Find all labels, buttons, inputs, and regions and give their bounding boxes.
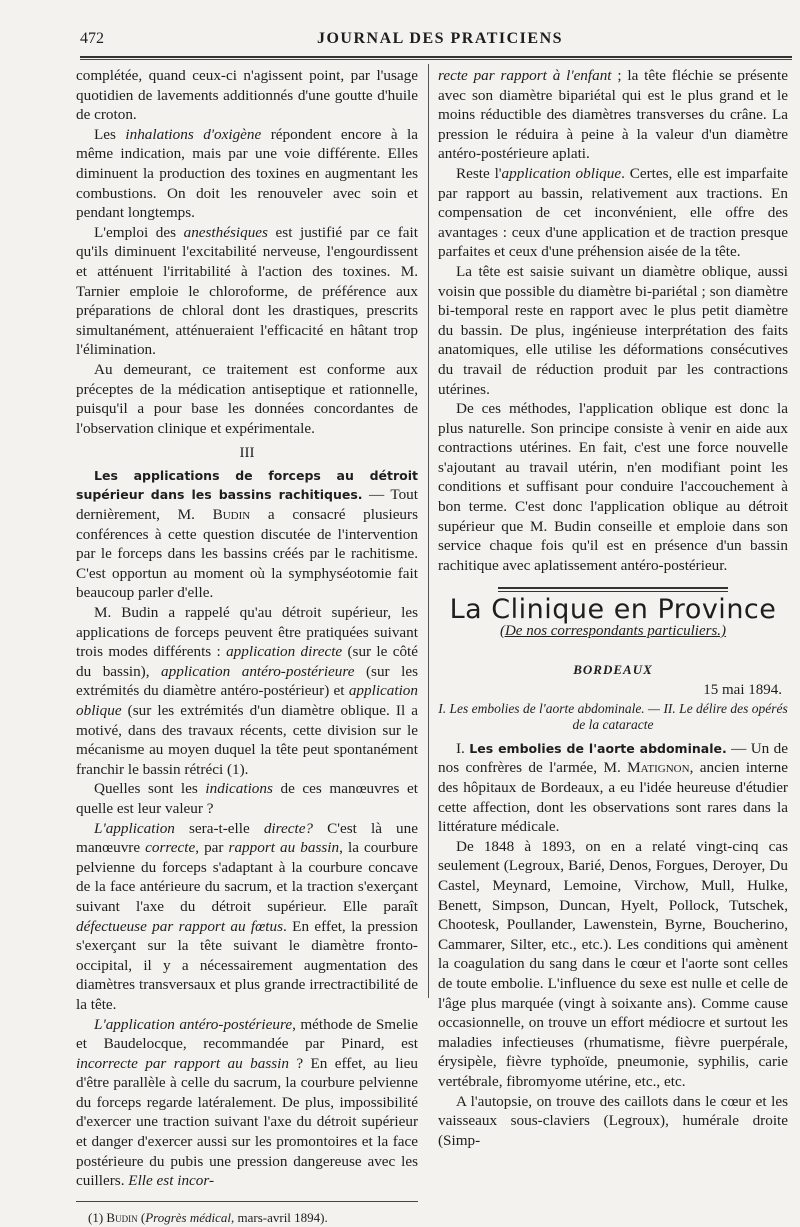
paragraph: complétée, quand ceux-ci n'agissent point, par l'usage quotidien de lavements additionnés d'une goutte d'huile de croton. xyxy=(76,67,418,124)
paragraph: Quelles sont les indications de ces manœuvres et quelle est leur valeur ? xyxy=(76,780,418,817)
header-rule-thin xyxy=(80,59,792,60)
paragraph: L'emploi des anesthésiques est justifié par ce fait qu'ils diminuent l'excitabilité nerveuse, l'engourdissent et atténuent l'irritabilité à l'action des toxines. M. Tarnier emploie le chloroforme, de préférence aux préparations de chloral dont les drastiques, prescrits simultanément, atténueraient l'efficacité en hâtant trop l'élimination. xyxy=(76,223,418,359)
paragraph: La tête est saisie suivant un diamètre oblique, aussi voisin que possible du diamètre bi-pariétal ; son diamètre bi-temporal reste en rapport avec le plus petit diamètre du bassin. De plus, ingénieuse interprétation des faits anatomiques, elle utilise les déformations consécutives du travail de réduction produit par les contractions utérines. xyxy=(438,262,788,398)
paragraph: recte par rapport à l'enfant ; la tête fléchie se présente avec son diamètre bipariétal qui est le plus grand et le moins réductible des diamètres transverses du crâne. La pression le réduira à peine à la valeur d'un diamètre antéro-postérieure aplati. xyxy=(438,67,788,163)
paragraph: Les applications de forceps au détroit supérieur dans les bassins rachitiques. — Tout dernièrement, M. Budin a consacré plusieurs conférences à cette question discutée de l'intervention par le forceps dans les bassins créés par le rachitisme. C'est opportun au moment où la symphyséotomie fait beaucoup parler d'elle. xyxy=(76,467,418,602)
place-heading: BORDEAUX xyxy=(573,661,653,677)
right-column xyxy=(438,66,788,1149)
article-contents: I. Les embolies de l'aorte abdominale. — II. Le délire des opérés de la cataracte xyxy=(438,700,788,732)
paragraph: L'application antéro-postérieure, méthode de Smelie et Baudelocque, recommandée par Pinard, est incorrecte par rapport au bassin ? En effet, au lieu d'être parallèle à celle du sacrum, la courbure pelvienne du forceps regarde latéralement. De plus, impossibilité d'exercer une traction suivant l'axe du détroit supérieur et danger d'exercer aussi sur les promontoires et la face postérieure du pubis une pression dangereuse avec les cuillers. Elle est incor- xyxy=(76,1015,418,1190)
paragraph: M. Budin a rappelé qu'au détroit supérieur, les applications de forceps peuvent être pratiquées suivant trois modes différents : application directe (sur le côté du bassin), application antéro-postérieure (sur les extrémités du diamètre antéro-postérieur) et application oblique (sur les extrémités d'un diamètre oblique. Il a motivé, dans des travaux récents, cette division sur le mécanisme au moyen duquel la tête peut spontanément franchir le bassin rétréci (1). xyxy=(76,604,418,778)
footnote: (1) Budin (Progrès médical, mars-avril 1894). xyxy=(88,1209,328,1225)
article-heading: Les applications de forceps au détroit supérieur dans les bassins rachitiques. xyxy=(76,467,418,503)
section-number: III xyxy=(239,445,255,462)
section-title: La Clinique en Province xyxy=(449,594,777,626)
article-heading: Les embolies de l'aorte abdominale. xyxy=(469,740,727,756)
paragraph: L'application sera-t-elle directe? C'est là une manœuvre correcte, par rapport au bassin, la courbure pelvienne du forceps s'adaptant à la courbure concave de la face antérieure du sacrum, et la traction s'exerçant suivant l'axe du détroit supérieur. Elle paraît défectueuse par rapport au fœtus. En effet, la pression s'exerçant sur la tête suivant le diamètre fronto-occipital, il y a nécessairement augmentation des diamètres transversaux et plus grande irrectractibilité de la tête. xyxy=(76,819,419,1013)
paragraph: De ces méthodes, l'application oblique est donc la plus naturelle. Son principe consiste à venir en aide aux contractions utérines. En fait, c'est une force nouvelle s'ajoutant au travail utérin, n'en modifiant point les conditions et suffisant pour conduire l'accouchement à bon terme. C'est donc l'application oblique au détroit supérieur que M. Budin conseille et emploie dans son service chaque fois qu'il est en présence d'un bassin rachitique avec aplatissement antéro-postérieur. xyxy=(438,400,788,574)
column-divider xyxy=(428,64,429,998)
section-divider xyxy=(498,587,728,592)
paragraph: Les inhalations d'oxigène répondent encore à la même indication, mais par une voie différente. Elles diminuent la production des toxines en augmentant les combustions. On doit les renouveler avec soin et pendant longtemps. xyxy=(76,125,418,222)
header-rule xyxy=(80,56,792,58)
footnote-rule xyxy=(76,1201,418,1202)
paragraph: Au demeurant, ce traitement est conforme aux préceptes de la médication antiseptique et rationnelle, puisqu'il a pour base les données concordantes de l'observation clinique et expérimentale. xyxy=(76,360,418,437)
journal-title: JOURNAL DES PRATICIENS xyxy=(316,30,564,47)
section-subtitle: (De nos correspondants particuliers.) xyxy=(499,623,727,640)
paragraph: Reste l'application oblique. Certes, elle est imparfaite par rapport au bassin, relativement aux tractions. En compensation de cet inconvénient, elle offre des avantages : ceux d'une application et de traction presque parfaites et ceux d'une préhension aisée de la tête. xyxy=(438,164,788,261)
paragraph: I. Les embolies de l'aorte abdominale. — Un de nos confrères de l'armée, M. Matignon, ancien interne des hôpitaux de Bordeaux, a eu l'idée heureuse d'étudier cette affection, dont les observations sont rares dans la littérature médicale. xyxy=(438,739,788,836)
date-line: 15 mai 1894. xyxy=(703,682,782,699)
page-header xyxy=(80,28,800,54)
paragraph: De 1848 à 1893, on en a relaté vingt-cinq cas seulement (Legroux, Barié, Denos, Forgues, Deroyer, Du Castel, Meynard, Lemoine, Virchow, Mull, Hulke, Benett, Simpson, Duncan, Hyelt, Pollock, Tutschek, Chootesk, Poullander, Lawenstein, Byrne, Boucherino, Cammarer, Silter, etc., etc.). Les conditions qui amènent la coagulation du sang dans le cœur et l'aorte sont celles de toute embolie. L'influence du sexe est nulle et celle de l'âge plus marquée (vingt à soixante ans). Comme cause occasionnelle, on trouve un effort médiocre et surtout les maladies infectieuses (rhumatisme, fièvre puerpérale, érysipèle, fièvre typhoïde, pneumonie, syphilis, carie vertébrale, fibromyome utérine, etc., etc. xyxy=(438,837,788,1090)
left-column xyxy=(76,66,419,1225)
paragraph: A l'autopsie, on trouve des caillots dans le cœur et les vaisseaux sous-claviers (Legroux), humérale droite (Simp- xyxy=(438,1092,788,1149)
page-number: 472 xyxy=(80,30,104,47)
